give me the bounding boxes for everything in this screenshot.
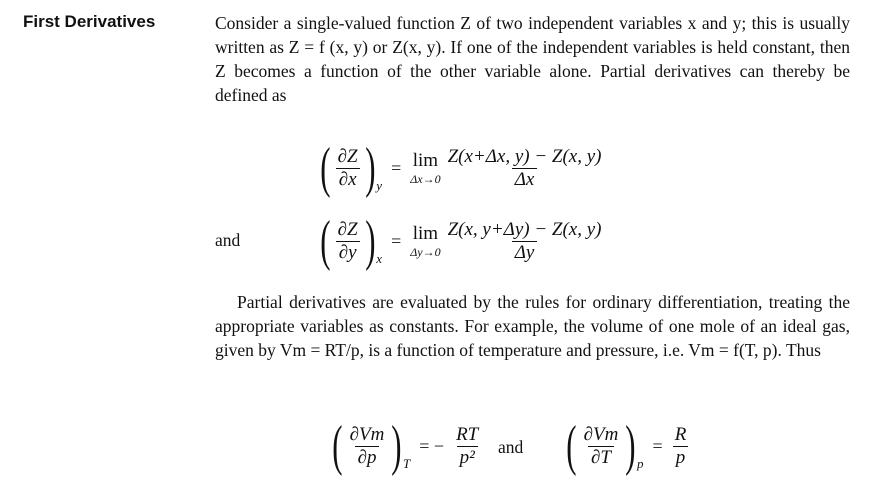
right-paren: ) [391, 415, 402, 477]
quotient-numerator: Z(x+Δx, y) − Z(x, y) [447, 145, 602, 167]
left-paren: ( [332, 415, 343, 477]
result-fraction [453, 424, 481, 469]
right-paren: ) [364, 137, 376, 199]
limit [410, 223, 440, 260]
equals-sign: = [652, 435, 663, 456]
limit-subscript: Δy→0 [410, 244, 441, 259]
derivative-fraction [335, 219, 361, 264]
fraction-denominator: ∂T [588, 446, 614, 469]
derivative-fraction [581, 424, 622, 469]
result-numerator: RT [456, 423, 479, 445]
result-denominator: p [673, 446, 689, 469]
held-constant-subscript: T [403, 456, 411, 471]
limit [410, 150, 440, 187]
left-paren: ( [320, 137, 331, 199]
right-paren: ) [364, 210, 376, 272]
partial-vm-t-equation [562, 415, 689, 477]
left-paren: ( [320, 210, 331, 272]
held-constant-subscript: y [376, 178, 383, 193]
held-constant-subscript: x [376, 251, 383, 266]
fraction-numerator: ∂Z [337, 145, 358, 167]
result-denominator: p² [457, 446, 478, 469]
partial-vm-p-equation [328, 415, 481, 477]
and-label-2: and [498, 437, 524, 457]
fraction-denominator: ∂y [336, 241, 360, 264]
ideal-gas-paragraph: Partial derivatives are evaluated by the rules for ordinary differentiation, treating the appropriate variables as constants. For example, the volume of one mole of an ideal gas, given by Vm = RT/p, is a function of temperature and pressure, i.e. Vm = f(T, p). Thus [215, 292, 850, 360]
derivative-fraction [347, 424, 388, 469]
limit-subscript: Δx→0 [410, 171, 441, 186]
fraction-denominator: ∂x [336, 168, 360, 191]
equals-sign: = [391, 157, 402, 178]
equals-sign: = [391, 230, 402, 251]
quotient-numerator: Z(x, y+Δy) − Z(x, y) [447, 218, 602, 240]
difference-quotient [445, 146, 605, 191]
limit-label: lim [412, 149, 439, 171]
result-fraction [672, 424, 690, 469]
left-paren: ( [566, 415, 577, 477]
and-label: and [215, 230, 241, 250]
intro-paragraph: Consider a single-valued function Z of two independent variables x and y; this is usually written as Z = f (x, y) or Z(x, y). If one of the independent variables is held constant, then Z becomes a function of the other variable alone. Partial derivatives can thereby be defined as [215, 13, 850, 105]
fraction-denominator: ∂p [355, 446, 380, 469]
fraction-numerator: ∂Vm [349, 423, 385, 445]
section-heading: First Derivatives [23, 12, 156, 31]
derivative-fraction [335, 146, 361, 191]
quotient-denominator: Δx [512, 168, 538, 191]
difference-quotient [445, 219, 605, 264]
quotient-denominator: Δy [512, 241, 538, 264]
result-numerator: R [674, 423, 687, 445]
partial-z-y-equation [316, 210, 605, 272]
equals-minus-sign: = − [419, 435, 445, 456]
limit-label: lim [412, 222, 439, 244]
right-paren: ) [625, 415, 636, 477]
fraction-numerator: ∂Vm [583, 423, 619, 445]
held-constant-subscript: p [637, 456, 644, 471]
partial-z-x-equation [316, 137, 605, 199]
fraction-numerator: ∂Z [337, 218, 358, 240]
